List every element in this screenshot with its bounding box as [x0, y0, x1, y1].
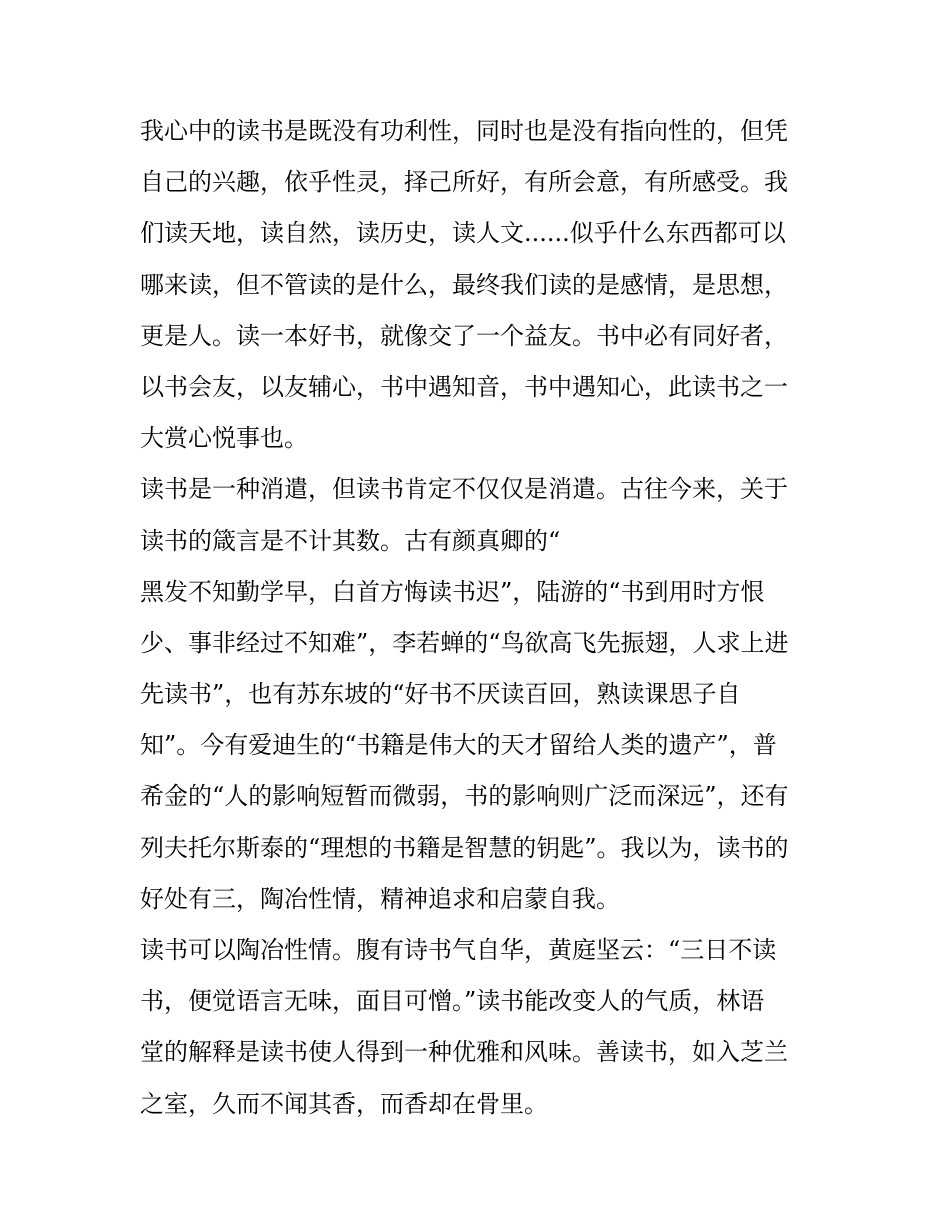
text-line: 好处有三，陶冶性情，精神追求和启蒙自我。 [140, 884, 620, 913]
text-line: 知”。今有爱迪生的“书籍是伟大的天才留给人类的遗产”，普 [140, 731, 777, 760]
text-line: 们读天地，读自然，读历史，读人文......似乎什么东西都可以 [140, 219, 786, 248]
text-line: 自己的兴趣，依乎性灵，择己所好，有所会意，有所感受。我 [140, 168, 788, 197]
text-line: 哪来读，但不管读的是什么，最终我们读的是感情，是思想， [140, 270, 788, 299]
text-line: 读书可以陶冶性情。腹有诗书气自华，黄庭坚云：“三日不读 [140, 936, 777, 964]
text-line: 列夫托尔斯泰的“理想的书籍是智慧的钥匙”。我以为，读书的 [140, 833, 789, 862]
text-line: 黑发不知勤学早，白首方悔读书迟”，陆游的“书到用时方恨 [140, 577, 765, 606]
text-line: 之室，久而不闻其香，而香却在骨里。 [140, 1089, 548, 1118]
text-line: 更是人。读一本好书，就像交了一个益友。书中必有同好者， [140, 321, 788, 350]
text-line: 以书会友，以友辅心，书中遇知音，书中遇知心，此读书之一 [140, 372, 788, 401]
text-line: 书，便觉语言无味，面目可憎。”读书能改变人的气质，林语 [140, 987, 765, 1016]
text-line: 希金的“人的影响短暂而微弱，书的影响则广泛而深远”，还有 [140, 782, 789, 811]
document-body [140, 106, 812, 1130]
text-line: 大赏心悦事也。 [140, 424, 308, 453]
text-line: 先读书”，也有苏东坡的“好书不厌读百回，熟读课思子自 [140, 680, 741, 709]
text-line: 少、事非经过不知难”，李若蝉的“鸟欲高飞先振翅，人求上进 [140, 628, 789, 657]
text-line: 读书的箴言是不计其数。古有颜真卿的“ [140, 526, 561, 555]
text-line: 我心中的读书是既没有功利性，同时也是没有指向性的，但凭 [140, 117, 788, 145]
text-line: 堂的解释是读书使人得到一种优雅和风味。善读书，如入芝兰 [140, 1038, 788, 1067]
text-line: 读书是一种消遣，但读书肯定不仅仅是消遣。古往今来，关于 [140, 475, 788, 504]
